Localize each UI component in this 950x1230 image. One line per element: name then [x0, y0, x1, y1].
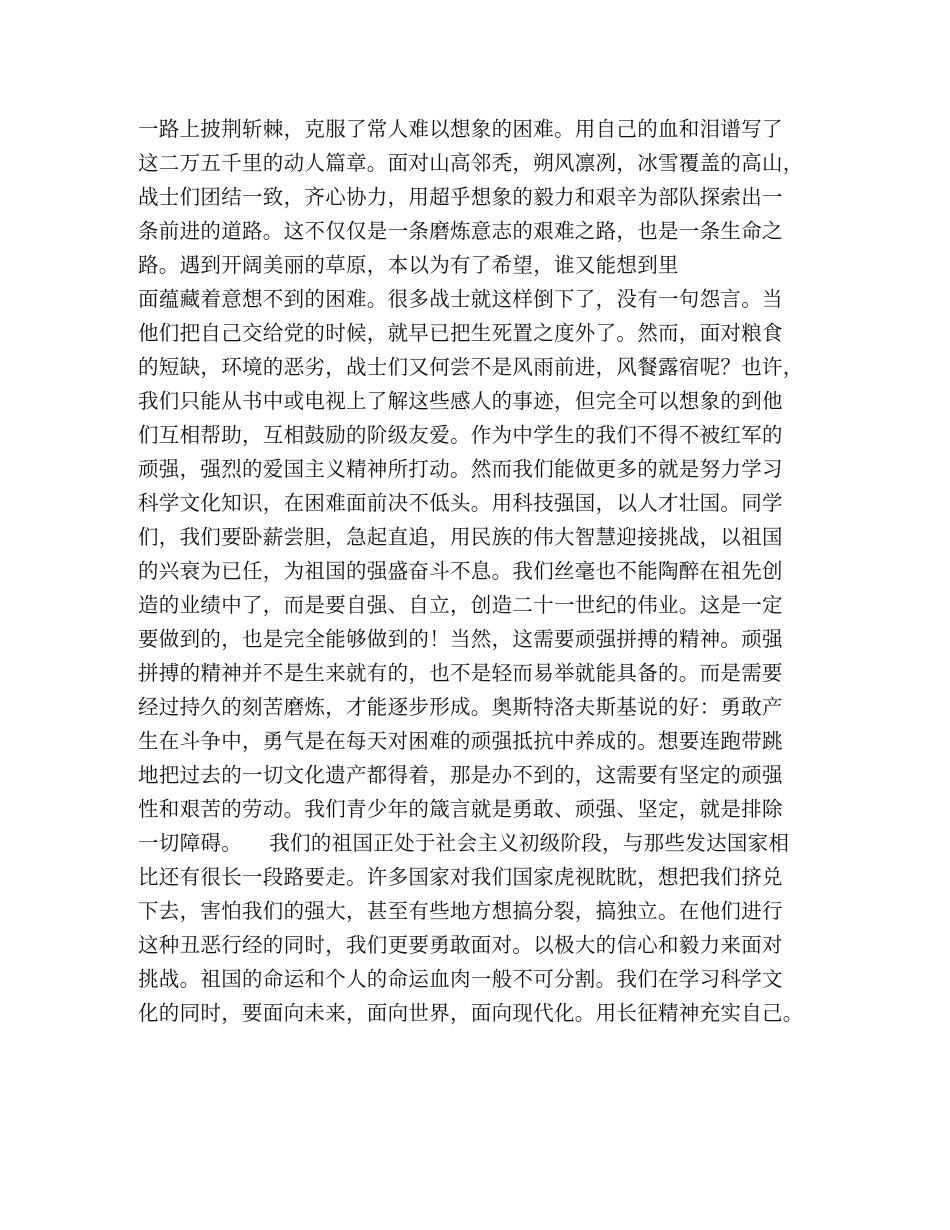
text-line: 生在斗争中，勇气是在每天对困难的顽强抵抗中养成的。想要连跑带跳 [138, 729, 783, 753]
text-line: 造的业绩中了，而是要自强、自立，创造二十一世纪的伟业。这是一定 [138, 593, 783, 617]
text-line: 战士们团结一致，齐心协力，用超乎想象的毅力和艰辛为部队探索出一 [138, 185, 783, 209]
text-line: 比还有很长一段路要走。许多国家对我们国家虎视眈眈，想把我们挤兑 [138, 865, 783, 889]
text-line: 经过持久的刻苦磨炼，才能逐步形成。奥斯特洛夫斯基说的好：勇敢产 [138, 695, 783, 719]
text-line: 顽强，强烈的爱国主义精神所打动。然而我们能做更多的就是努力学习 [138, 457, 783, 481]
text-line: 条前进的道路。这不仅仅是一条磨炼意志的艰难之路，也是一条生命之 [138, 219, 783, 243]
text-line: 一路上披荆斩棘，克服了常人难以想象的困难。用自己的血和泪谱写了 [138, 117, 783, 141]
text-line: 他们把自己交给党的时候，就早已把生死置之度外了。然而，面对粮食 [138, 321, 783, 345]
text-line: 科学文化知识，在困难面前决不低头。用科技强国，以人才壮国。同学 [138, 491, 783, 515]
text-line: 挑战。祖国的命运和个人的命运血肉一般不可分割。我们在学习科学文 [138, 967, 783, 991]
text-line: 的兴衰为已任，为祖国的强盛奋斗不息。我们丝毫也不能陶醉在祖先创 [138, 559, 783, 583]
text-line: 化的同时，要面向未来，面向世界，面向现代化。用长征精神充实自己。 [138, 1001, 804, 1025]
text-line: 的短缺，环境的恶劣，战士们又何尝不是风雨前进，风餐露宿呢？也许， [138, 355, 804, 379]
text-line: 地把过去的一切文化遗产都得着，那是办不到的，这需要有坚定的顽强 [138, 763, 783, 787]
text-line: 我们只能从书中或电视上了解这些感人的事迹，但完全可以想象的到他 [138, 389, 783, 413]
text-line: 们，我们要卧薪尝胆，急起直追，用民族的伟大智慧迎接挑战，以祖国 [138, 525, 783, 549]
text-line: 要做到的，也是完全能够做到的！当然，这需要顽强拼搏的精神。顽强 [138, 627, 783, 651]
body-text [138, 112, 828, 1030]
text-line: 一切障碍。 我们的祖国正处于社会主义初级阶段，与那些发达国家相 [138, 831, 790, 855]
text-line: 这二万五千里的动人篇章。面对山高邻秃，朔风凛冽，冰雪覆盖的高山， [138, 151, 804, 175]
text-line: 下去，害怕我们的强大，甚至有些地方想搞分裂，搞独立。在他们进行 [138, 899, 783, 923]
text-line: 这种丑恶行经的同时，我们更要勇敢面对。以极大的信心和毅力来面对 [138, 933, 783, 957]
text-line: 路。遇到开阔美丽的草原，本以为有了希望，谁又能想到里 [138, 253, 679, 277]
text-line: 们互相帮助，互相鼓励的阶级友爱。作为中学生的我们不得不被红军的 [138, 423, 783, 447]
text-line: 面蕴藏着意想不到的困难。很多战士就这样倒下了，没有一句怨言。当 [138, 287, 783, 311]
text-line: 性和艰苦的劳动。我们青少年的箴言就是勇敢、顽强、坚定，就是排除 [138, 797, 783, 821]
text-line: 拼搏的精神并不是生来就有的，也不是轻而易举就能具备的。而是需要 [138, 661, 783, 685]
